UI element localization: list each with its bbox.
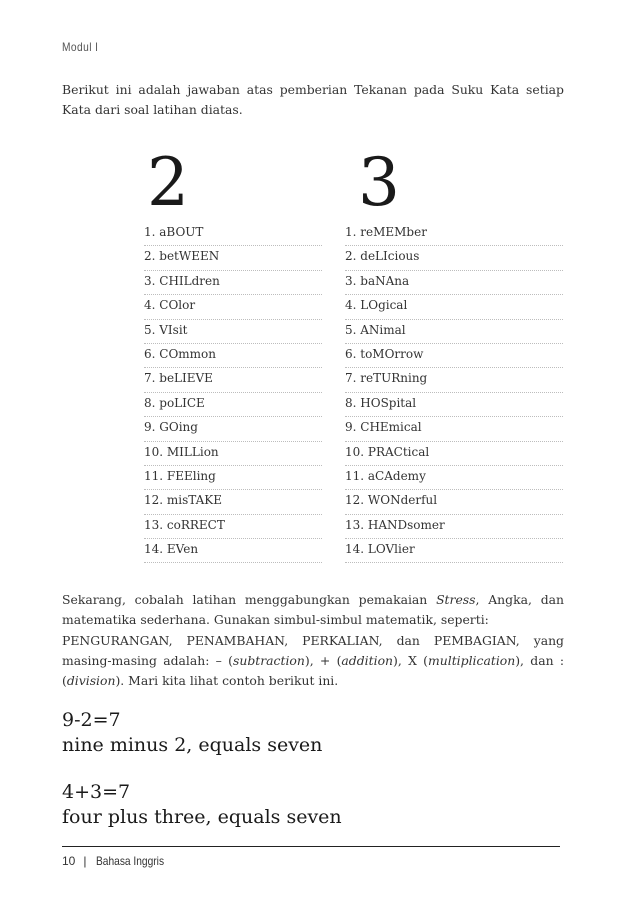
practice-instruction-paragraph [62,590,564,630]
column-heading-2: 2 [147,144,189,221]
list-item: 13. HANDsomer [345,515,563,539]
example-2-words: four plus three, equals seven [62,806,342,828]
footer-divider [62,846,560,847]
text-run: ), dan : ( [62,653,565,688]
example-1-words: nine minus 2, equals seven [62,734,323,756]
term-subtraction: subtraction [232,653,305,668]
page-number: 10 [62,854,76,868]
example-1-equation: 9-2=7 [62,709,121,731]
list-item: 3. CHILdren [144,271,322,295]
two-syllable-word-list [144,222,322,563]
list-item: 12. WONderful [345,490,563,514]
list-item: 3. baNAna [345,271,563,295]
running-header: Modul I [62,40,99,54]
page-footer [62,854,177,868]
footer-separator: | [83,854,87,868]
list-item: 10. PRACtical [345,442,563,466]
list-item: 12. misTAKE [144,490,322,514]
term-addition: addition [341,653,394,668]
list-item: 9. CHEmical [345,417,563,441]
stress-term: Stress [436,592,476,607]
list-item: 5. ANimal [345,320,563,344]
column-heading-3: 3 [358,144,400,221]
list-item: 14. EVen [144,539,322,563]
text-run: ), X ( [393,653,429,668]
list-item: 7. beLIEVE [144,368,322,392]
text-run: ), + ( [304,653,342,668]
list-item: 10. MILLion [144,442,322,466]
intro-paragraph: Berikut ini adalah jawaban atas pemberian Tekanan pada Suku Kata setiap Kata dari soal latihan diatas. [62,82,564,117]
list-item: 2. deLIcious [345,246,563,270]
list-item: 7. reTURning [345,368,563,392]
text-run: Sekarang, cobalah latihan menggabungkan pemakaian [62,592,437,607]
text-run: ). Mari kita lihat contoh berikut ini. [115,673,339,688]
term-division: division [66,673,116,688]
list-item: 1. aBOUT [144,222,322,246]
three-syllable-word-list [345,222,563,563]
list-item: 2. betWEEN [144,246,322,270]
list-item: 6. toMOrrow [345,344,563,368]
list-item: 4. LOgical [345,295,563,319]
list-item: 1. reMEMber [345,222,563,246]
list-item: 4. COlor [144,295,322,319]
list-item: 6. COmmon [144,344,322,368]
list-item: 8. poLICE [144,393,322,417]
math-symbols-paragraph [62,631,564,691]
list-item: 8. HOSpital [345,393,563,417]
term-multiplication: multiplication [428,653,516,668]
book-title: Bahasa Inggris [96,854,165,868]
list-item: 13. coRRECT [144,515,322,539]
text-run: PENGURANGAN, PENAMBAHAN, PERKALIAN, dan PEMBAGIAN, yang masing-masing adalah: – ( [62,633,564,668]
list-item: 14. LOVlier [345,539,563,563]
list-item: 5. VIsit [144,320,322,344]
text-run: , Angka, dan matematika sederhana. Gunakan simbul-simbul matematik, seperti: [62,592,564,627]
list-item: 11. aCAdemy [345,466,563,490]
list-item: 11. FEEling [144,466,322,490]
example-2-equation: 4+3=7 [62,781,131,803]
list-item: 9. GOing [144,417,322,441]
